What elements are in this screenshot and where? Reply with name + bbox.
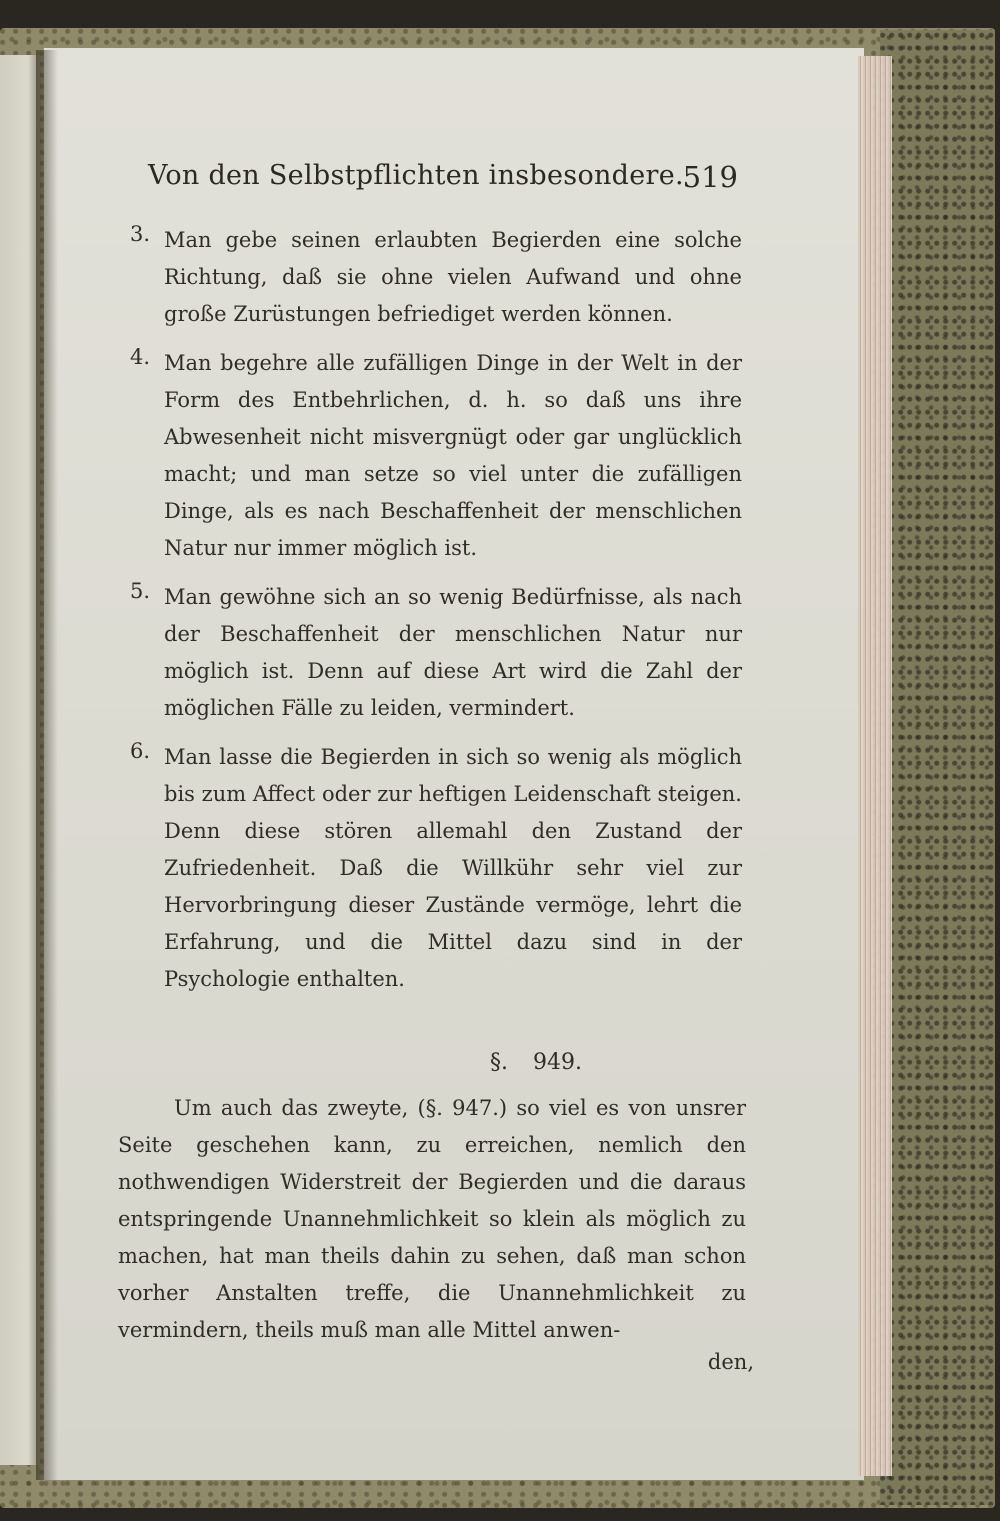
list-item bbox=[130, 579, 742, 727]
item-number: 5. bbox=[130, 579, 151, 603]
catchword: den, bbox=[707, 1350, 754, 1374]
book-cover-edge bbox=[880, 30, 995, 1505]
list-item bbox=[130, 739, 742, 998]
page-block-edge bbox=[858, 56, 892, 1476]
gutter-shadow bbox=[36, 50, 58, 1480]
item-number: 3. bbox=[130, 222, 151, 246]
item-text: Man gewöhne sich an so wenig Bedürfnisse, als nach der Beschaffenheit der menschlichen Natur nur möglich ist. Denn auf diese Art wird die Zahl der möglichen Fälle zu leiden, vermindert. bbox=[164, 585, 742, 720]
page-number: 519 bbox=[682, 160, 738, 194]
section-heading bbox=[0, 1050, 1000, 1075]
item-number: 4. bbox=[130, 345, 151, 369]
item-text: Man begehre alle zufälligen Dinge in der Welt in der Form des Entbehrlichen, d. h. so daß uns ihre Abwesenheit nicht misvergnügt oder gar unglücklich macht; und man setze so viel unter die zufälligen Dinge, als es nach Beschaffenheit der menschlichen Natur nur immer möglich ist. bbox=[164, 351, 742, 560]
item-number: 6. bbox=[130, 739, 151, 763]
item-text: Man gebe seinen erlaubten Begierden eine solche Richtung, daß sie ohne vielen Aufwand und ohne große Zurüstungen befriediget werden können. bbox=[164, 228, 742, 326]
body-paragraph: Um auch das zweyte, (§. 947.) so viel es von unsrer Seite geschehen kann, zu erreichen, nemlich den nothwendigen Widerstreit der Begierden und die daraus entspringende Unannehmlichkeit so klein als möglich zu machen, hat man theils dahin zu sehen, daß man schon vorher Anstalten treffe, die Unannehmlichkeit zu vermindern, theils muß man alle Mittel anwen- bbox=[118, 1096, 746, 1342]
item-text: Man lasse die Begierden in sich so wenig als möglich bis zum Affect oder zur heftigen Leidenschaft steigen. Denn diese stören allemahl den Zustand der Zufriedenheit. Daß die Willkühr sehr viel zur Hervorbringung dieser Zustände vermöge, lehrt die Erfahrung, und die Mittel dazu sind in der Psychologie enthalten. bbox=[164, 745, 742, 991]
running-header bbox=[148, 160, 738, 204]
list-item bbox=[130, 345, 742, 567]
numbered-list bbox=[130, 222, 742, 1010]
running-title: Von den Selbstpflichten insbesondere. bbox=[148, 160, 684, 191]
list-item bbox=[130, 222, 742, 333]
section-sign: §. bbox=[490, 1050, 508, 1075]
section-number: 949. bbox=[533, 1050, 582, 1075]
facing-page-edge bbox=[0, 55, 40, 1465]
